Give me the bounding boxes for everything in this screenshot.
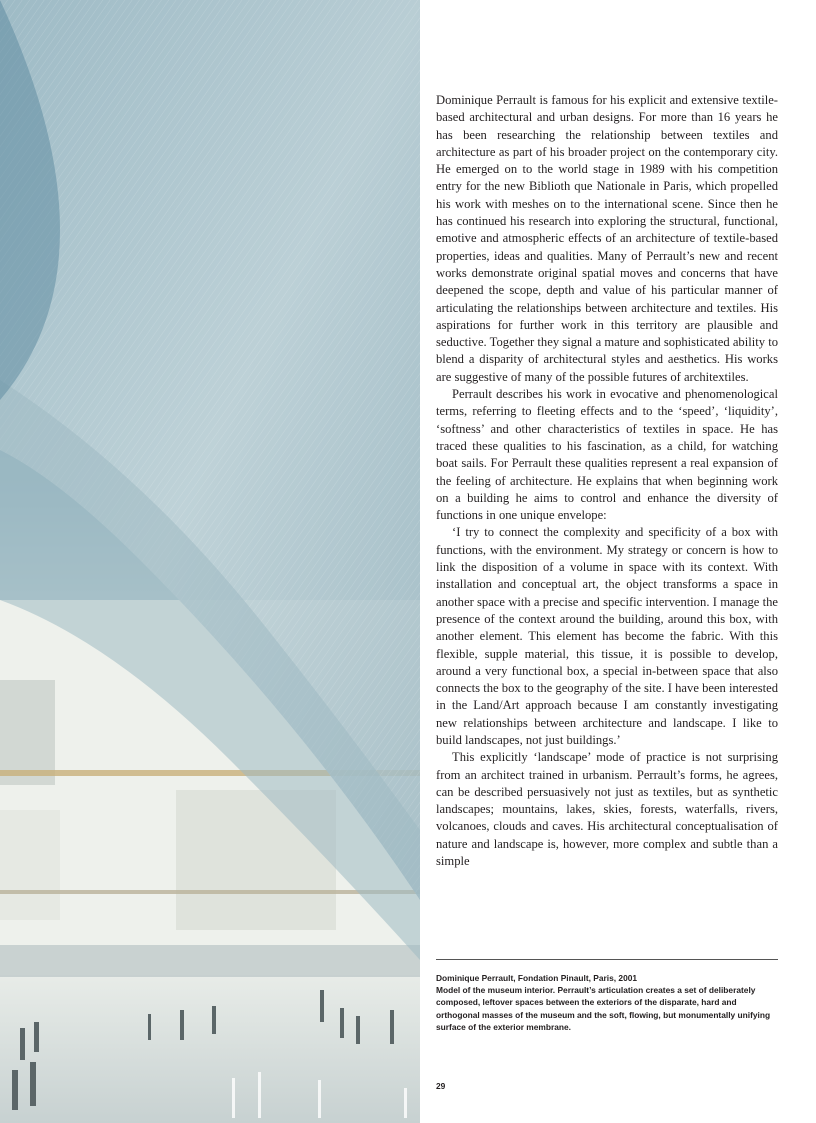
building-mass <box>0 680 55 785</box>
caption-title: Dominique Perrault, Fondation Pinault, Paris, 2001 <box>436 973 638 983</box>
building-mass <box>0 810 60 920</box>
caption-text: Model of the museum interior. Perrault’s articulation creates a set of deliberately composed, leftover spaces between the exteriors of the disparate, hard and orthogonal masses of the museum and the soft, flowing, but monumentally unifying surface of the exterior membrane. <box>436 985 771 1032</box>
body-paragraph: This explicitly ‘landscape’ mode of practice is not surprising from an architect trained in urbanism. Perrault’s forms, he agrees, can be described persuasively not just as textiles, but as synthetic landscapes; mountains, lakes, skies, forests, waterfalls, rivers, volcanoes, clouds and caves. His architectural conceptualisation of nature and landscape is, however, more complex and subtle than a simple <box>436 750 778 869</box>
caption-divider <box>436 959 778 960</box>
body-paragraph-quote: ‘I try to connect the complexity and specificity of a box with functions, with the environment. My strategy or concern is how to link the disposition of a volume in space with its context. With installation and conceptual art, the object transforms a space in another space with a precise and specific intervention. I manage the presence of the context around the building, around this box, with another element. This element has become the fabric. With this flexible, supple material, this tissue, it is possible to develop, around a very functional box, a special in-between space that also connects the box to the geography of the site. I have been interested in the Land/Art approach because I am constantly investigating new relationships between architecture and landscape. I like to build landscapes, not just buildings.’ <box>436 525 778 747</box>
body-paragraph: Perrault describes his work in evocative and phenomenological terms, referring to fleeting effects and to the ‘speed’, ‘liquidity’, ‘softness’ and other characteristics of textiles in space. He has traced these qualities to his fascination, as a child, for watching boat sails. For Perrault these qualities represent a real expansion of the feeling of architecture. He explains that when beginning work on a building he aims to control and enhance the diversity of functions in one unique envelope: <box>436 387 778 523</box>
body-text <box>436 92 778 870</box>
page-number: 29 <box>436 1081 446 1091</box>
figure-caption <box>436 972 778 1033</box>
floor <box>0 975 420 1123</box>
body-paragraph: Dominique Perrault is famous for his explicit and extensive textile-based architectural and urban designs. For more than 16 years he has been researching the relationship between textiles and architecture as part of his broader project on the contemporary city. He emerged on to the world stage in 1989 with his competition entry for the new Biblioth que Nationale in Paris, which propelled his work with meshes on to the international scene. Since then he has continued his research into exploring the structural, functional, emotive and atmospheric effects of an architecture of textile-based properties, ideas and qualities. Many of Perrault’s new and recent works demonstrate original spatial moves and concerns that have deepened the scope, depth and value of his particular manner of articulating the relationships between architecture and textiles. His aspirations for further work in this territory are plausible and seductive. Together they signal a mature and sophisticated ability to blend a disparity of architectural styles and aesthetics. His works are suggestive of many of the possible futures of architextiles. <box>436 93 778 384</box>
